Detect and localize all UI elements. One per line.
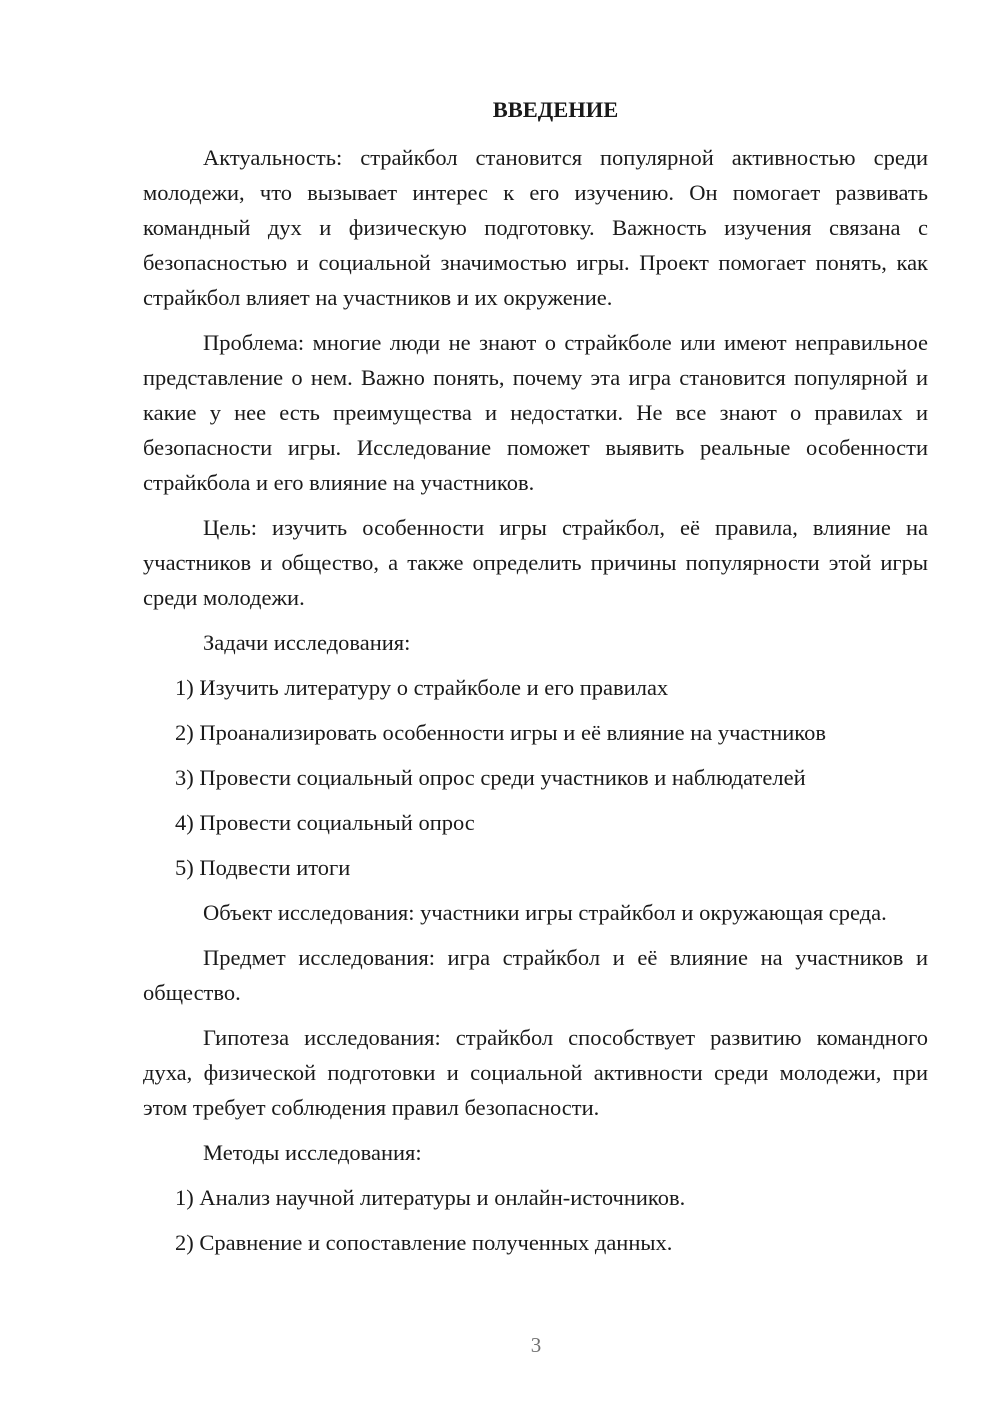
task-item: 4) Провести социальный опрос xyxy=(175,810,475,835)
method-item: 2) Сравнение и сопоставление полученных данных. xyxy=(175,1230,673,1255)
page-number: 3 xyxy=(530,1333,542,1357)
task-item: 3) Провести социальный опрос среди участников и наблюдателей xyxy=(175,765,806,790)
task-item: 1) Изучить литературу о страйкболе и его правилах xyxy=(175,675,669,700)
hypothesis-paragraph: Гипотеза исследования: страйкбол способствует развитию командного духа, физической подготовки и социальной активности среди молодежи, при этом требует соблюдения правил безопасности. xyxy=(143,1025,928,1120)
task-item: 2) Проанализировать особенности игры и её влияние на участников xyxy=(175,720,826,745)
methods-heading: Методы исследования: xyxy=(203,1140,422,1165)
subject-paragraph: Предмет исследования: игра страйкбол и её влияние на участников и общество. xyxy=(143,945,928,1005)
page-content xyxy=(143,92,928,1270)
problem-paragraph: Проблема: многие люди не знают о страйкболе или имеют неправильное представление о нем. Важно понять, почему эта игра становится популярной и какие у нее есть преимущества и недостатки. Не все знают о правилах и безопасности игры. Исследование поможет выявить реальные особенности страйкбола и его влияние на участников. xyxy=(143,330,928,495)
object-paragraph: Объект исследования: участники игры страйкбол и окружающая среда. xyxy=(203,900,887,925)
goal-paragraph: Цель: изучить особенности игры страйкбол, её правила, влияние на участников и общество, а также определить причины популярности этой игры среди молодежи. xyxy=(143,515,928,610)
page-title: ВВЕДЕНИЕ xyxy=(492,97,619,122)
relevance-paragraph: Актуальность: страйкбол становится популярной активностью среди молодежи, что вызывает интерес к его изучению. Он помогает развивать командный дух и физическую подготовку. Важность изучения связана с безопасностью и социальной значимостью игры. Проект помогает понять, как страйкбол влияет на участников и их окружение. xyxy=(143,145,928,310)
method-item: 1) Анализ научной литературы и онлайн-источников. xyxy=(175,1185,686,1210)
task-item: 5) Подвести итоги xyxy=(175,855,351,880)
tasks-heading: Задачи исследования: xyxy=(203,630,411,655)
